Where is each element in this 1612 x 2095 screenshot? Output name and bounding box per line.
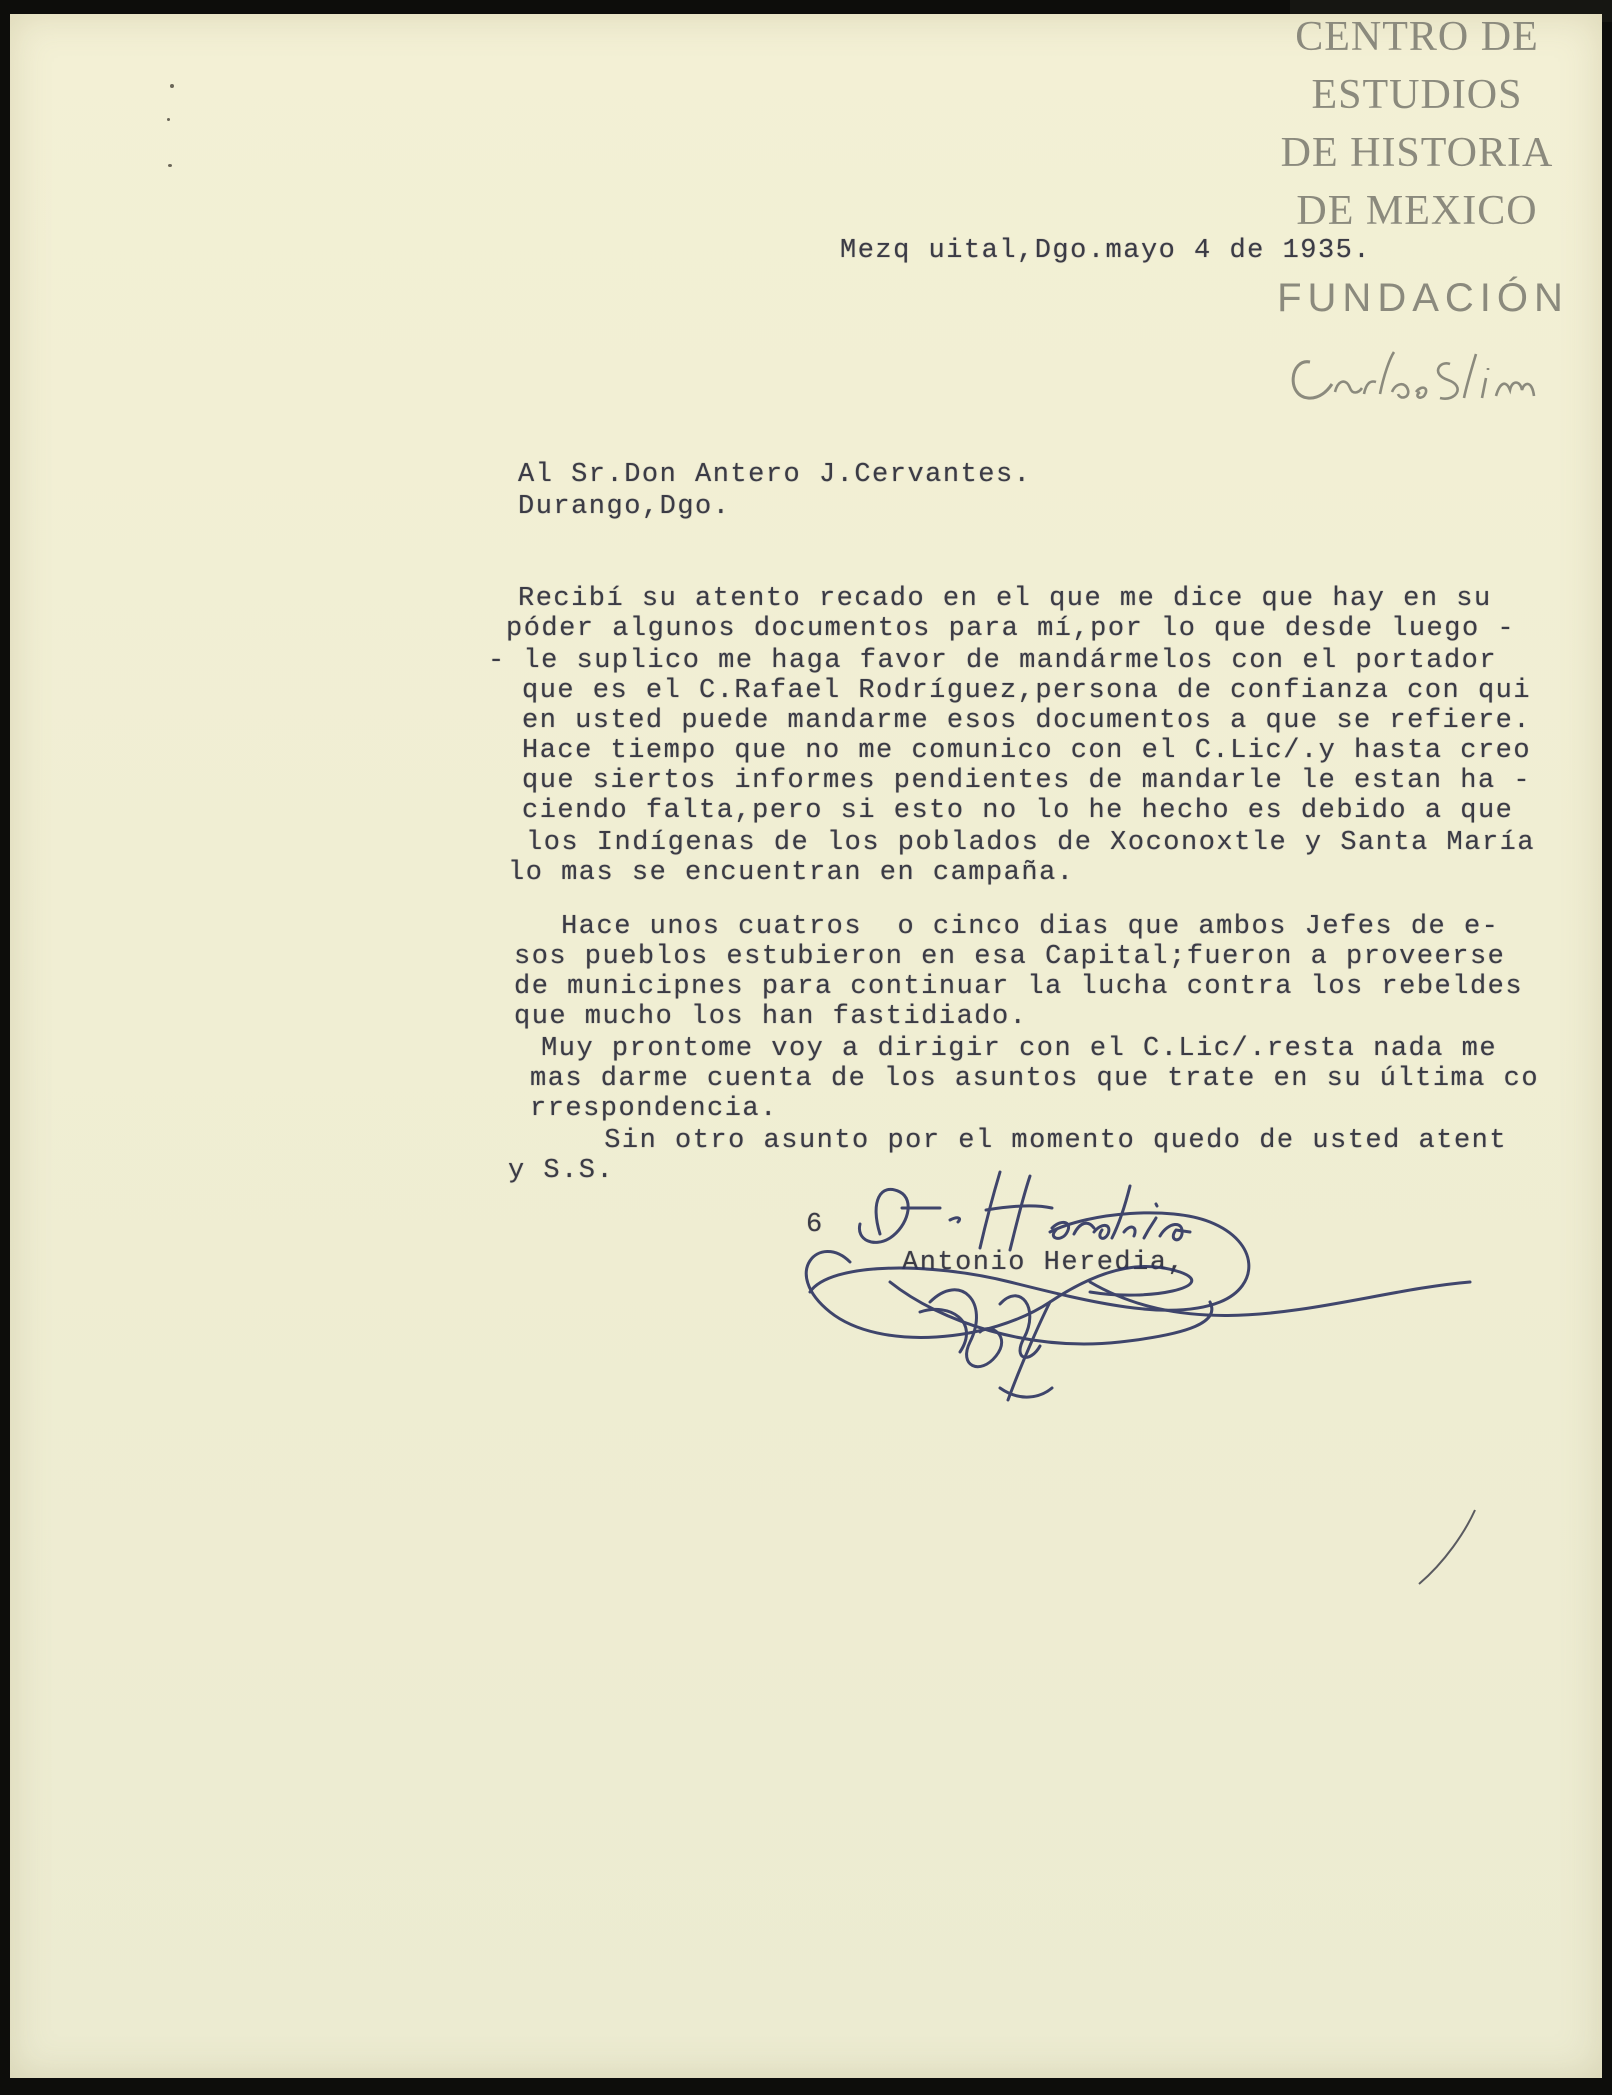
body-line: lo mas se encuentran en campaña.: [508, 858, 1075, 888]
watermark-line-4: DE MEXICO: [1296, 188, 1538, 234]
body-line: rrespondencia.: [530, 1094, 778, 1124]
body-line: Hace tiempo que no me comunico con el C.Lic/.y hasta creo: [522, 736, 1532, 766]
body-line: sos pueblos estubieron en esa Capital;fueron a proveerse: [514, 942, 1506, 972]
handwritten-signature: [790, 1152, 1480, 1422]
recipient-name: Al Sr.Don Antero J.Cervantes.: [518, 460, 1032, 490]
watermark-line-3: DE HISTORIA: [1280, 130, 1554, 176]
body-line: y S.S.: [508, 1156, 615, 1186]
body-line: mas darme cuenta de los asuntos que trate en su última co: [530, 1064, 1540, 1094]
body-line: Hace unos cuatros o cinco dias que ambos Jefes de e-: [508, 912, 1500, 942]
body-line: de municipnes para continuar la lucha contra los rebeldes: [514, 972, 1524, 1002]
recipient-city: Durango,Dgo.: [518, 492, 731, 522]
page-number: 6: [806, 1210, 824, 1240]
body-line: póder algunos documentos para mí,por lo que desde luego -: [506, 614, 1516, 644]
body-line: Muy prontome voy a dirigir con el C.Lic/.resta nada me: [488, 1034, 1498, 1064]
printed-signature: Antonio Heredia,: [902, 1248, 1186, 1278]
letter-body: [488, 584, 1540, 1214]
body-line: Sin otro asunto por el momento quedo de usted atent: [498, 1126, 1508, 1156]
watermark-foundation: FUNDACIÓN: [1277, 276, 1569, 320]
body-line: que siertos informes pendientes de mandarle le estan ha -: [522, 766, 1532, 796]
watermark-signature-logo: [1280, 344, 1590, 414]
watermark-line-1: CENTRO DE: [1295, 14, 1539, 60]
watermark-line-2: ESTUDIOS: [1311, 72, 1523, 118]
letter-page: [10, 14, 1602, 2078]
pencil-stroke: [1415, 1502, 1485, 1592]
body-line: - le suplico me haga favor de mandármelos con el portador: [488, 646, 1498, 676]
body-line: Recibí su atento recado en el que me dice que hay en su: [518, 584, 1492, 614]
place-date: Mezq uital,Dgo.mayo 4 de 1935.: [840, 236, 1372, 266]
body-line: en usted puede mandarme esos documentos a que se refiere.: [522, 706, 1532, 736]
body-line: los Indígenas de los poblados de Xoconoxtle y Santa María: [526, 828, 1536, 858]
body-line: ciendo falta,pero si esto no lo he hecho es debido a que: [522, 796, 1514, 826]
body-line: que es el C.Rafael Rodríguez,persona de confianza con qui: [522, 676, 1532, 706]
body-line: que mucho los han fastidiado.: [514, 1002, 1028, 1032]
